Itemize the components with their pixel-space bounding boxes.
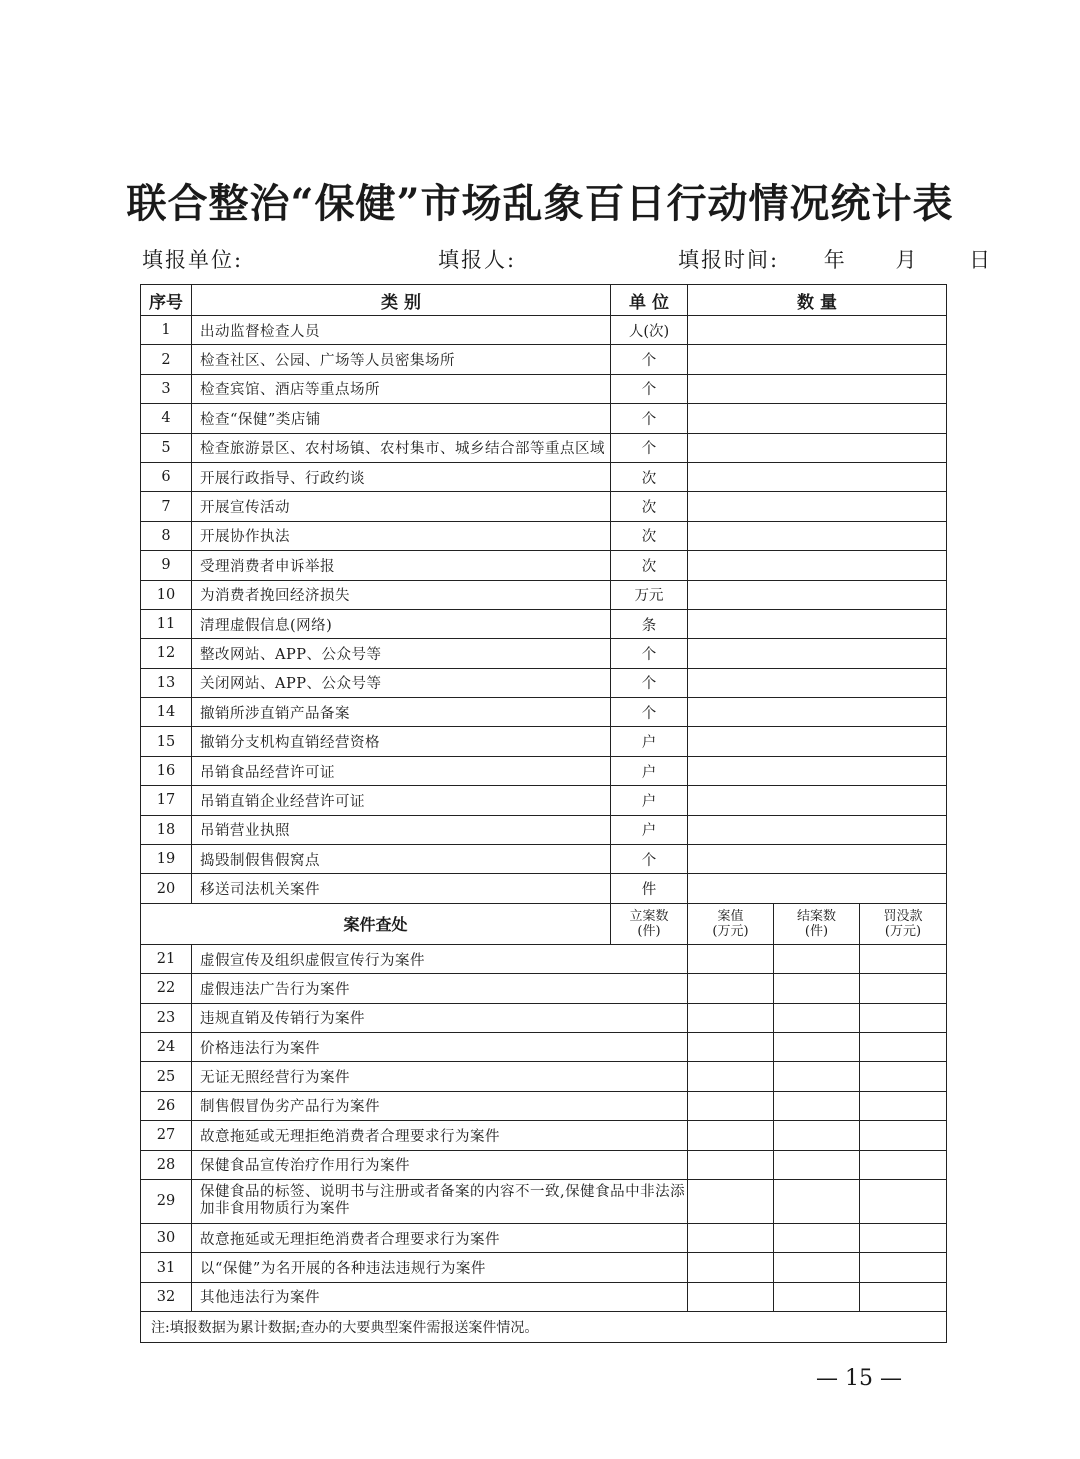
row-category: 违规直销及传销行为案件 [192,1003,688,1032]
row-no: 1 [141,316,192,345]
row-category: 吊销食品经营许可证 [192,756,611,785]
row-quantity-cell[interactable] [688,609,947,638]
row-unit: 次 [611,492,688,521]
row-no: 6 [141,462,192,491]
row-quantity-cell[interactable] [688,756,947,785]
fill-time-line [678,244,1008,274]
table-row [141,874,947,903]
row-no: 4 [141,404,192,433]
row-unit: 个 [611,698,688,727]
row-unit: 件 [611,874,688,903]
row-quantity-cell[interactable] [688,374,947,403]
row-category: 撤销分支机构直销经营资格 [192,727,611,756]
header-unit: 单 位 [611,285,688,316]
row-quantity-cell[interactable] [688,345,947,374]
table-row [141,404,947,433]
row-unit: 次 [611,462,688,491]
cell-filed[interactable] [688,944,774,973]
table-row [141,492,947,521]
row-category: 虚假违法广告行为案件 [192,974,688,1003]
table-row [141,1003,947,1032]
table-row [141,551,947,580]
cell-closed[interactable] [860,1179,947,1223]
table-row [141,698,947,727]
row-unit: 个 [611,639,688,668]
cell-filed[interactable] [688,1032,774,1061]
cell-filed[interactable] [688,1121,774,1150]
cell-value[interactable] [774,944,860,973]
row-quantity-cell[interactable] [688,698,947,727]
row-unit: 人(次) [611,316,688,345]
table-note: 注:填报数据为累计数据;查办的大要典型案件需报送案件情况。 [141,1312,947,1343]
row-quantity-cell[interactable] [688,316,947,345]
table-row [141,756,947,785]
cell-value[interactable] [774,1121,860,1150]
table-row [141,521,947,550]
cell-closed[interactable] [860,1121,947,1150]
row-category: 为消费者挽回经济损失 [192,580,611,609]
row-no: 17 [141,786,192,815]
cell-value[interactable] [774,1003,860,1032]
table-row [141,1282,947,1311]
table-row [141,1032,947,1061]
row-category: 检查社区、公园、广场等人员密集场所 [192,345,611,374]
row-no: 11 [141,609,192,638]
row-no: 22 [141,974,192,1003]
cell-value[interactable] [774,1062,860,1091]
row-quantity-cell[interactable] [688,786,947,815]
fill-person-label: 填报人: [438,248,517,272]
row-unit: 个 [611,404,688,433]
row-category: 故意拖延或无理拒绝消费者合理要求行为案件 [192,1121,688,1150]
row-quantity-cell[interactable] [688,580,947,609]
cell-value[interactable] [774,1253,860,1282]
cell-closed[interactable] [860,944,947,973]
row-no: 28 [141,1150,192,1179]
cell-closed[interactable] [860,1032,947,1061]
row-no: 29 [141,1179,192,1223]
row-no: 10 [141,580,192,609]
row-category: 其他违法行为案件 [192,1282,688,1311]
table-row [141,727,947,756]
table-row [141,580,947,609]
fill-year-label: 年 [823,248,847,272]
row-category: 清理虚假信息(网络) [192,609,611,638]
cell-closed[interactable] [860,1223,947,1252]
row-category: 开展宣传活动 [192,492,611,521]
table-row [141,1179,947,1223]
table-row [141,639,947,668]
table-row [141,845,947,874]
table-row [141,974,947,1003]
case-col-value: 案值 (万元) [688,903,774,944]
row-category: 吊销营业执照 [192,815,611,844]
row-quantity-cell[interactable] [688,521,947,550]
statistics-table [140,284,947,1343]
row-no: 18 [141,815,192,844]
cell-value[interactable] [774,1150,860,1179]
row-unit: 条 [611,609,688,638]
row-category: 保健食品的标签、说明书与注册或者备案的内容不一致,保健食品中非法添加非食用物质行为案件 [192,1179,688,1223]
row-unit: 户 [611,727,688,756]
cell-filed[interactable] [688,1223,774,1252]
row-category: 撤销所涉直销产品备案 [192,698,611,727]
cell-closed[interactable] [860,1253,947,1282]
row-no: 23 [141,1003,192,1032]
row-quantity-cell[interactable] [688,462,947,491]
activity-rows [141,316,947,904]
case-section-title: 案件查处 [141,903,611,944]
row-no: 13 [141,668,192,697]
row-no: 12 [141,639,192,668]
fill-unit-label: 填报单位: [142,248,244,272]
row-category: 以“保健”为名开展的各种违法违规行为案件 [192,1253,688,1282]
row-no: 7 [141,492,192,521]
table-row [141,1253,947,1282]
row-no: 14 [141,698,192,727]
row-category: 开展协作执法 [192,521,611,550]
row-no: 30 [141,1223,192,1252]
table-row [141,815,947,844]
row-no: 8 [141,521,192,550]
row-no: 27 [141,1121,192,1150]
document-title: 联合整治“保健”市场乱象百日行动情况统计表 [126,180,954,227]
fill-month-label: 月 [895,248,919,272]
fill-time-label: 填报时间: [678,248,780,272]
cell-value[interactable] [774,1091,860,1120]
row-category: 检查旅游景区、农村场镇、农村集市、城乡结合部等重点区域 [192,433,611,462]
row-category: 检查宾馆、酒店等重点场所 [192,374,611,403]
row-category: 捣毁制假售假窝点 [192,845,611,874]
case-col-fine: 罚没款 (万元) [860,903,947,944]
row-quantity-cell[interactable] [688,639,947,668]
cell-filed[interactable] [688,974,774,1003]
row-quantity-cell[interactable] [688,727,947,756]
table-row [141,345,947,374]
table-row [141,462,947,491]
row-quantity-cell[interactable] [688,404,947,433]
row-unit: 个 [611,374,688,403]
row-no: 9 [141,551,192,580]
row-quantity-cell[interactable] [688,668,947,697]
cell-closed[interactable] [860,1150,947,1179]
row-no: 31 [141,1253,192,1282]
cell-value[interactable] [774,1032,860,1061]
row-category: 受理消费者申诉举报 [192,551,611,580]
row-category: 制售假冒伪劣产品行为案件 [192,1091,688,1120]
cell-closed[interactable] [860,1062,947,1091]
row-unit: 户 [611,756,688,785]
row-no: 5 [141,433,192,462]
row-unit: 户 [611,786,688,815]
row-no: 19 [141,845,192,874]
cell-filed[interactable] [688,1091,774,1120]
cell-filed[interactable] [688,1150,774,1179]
row-no: 21 [141,944,192,973]
row-no: 15 [141,727,192,756]
table-row [141,1223,947,1252]
row-no: 3 [141,374,192,403]
case-section-header [141,903,947,944]
table-row [141,316,947,345]
table-row [141,1091,947,1120]
row-category: 吊销直销企业经营许可证 [192,786,611,815]
row-category: 移送司法机关案件 [192,874,611,903]
table-row [141,609,947,638]
table-row [141,433,947,462]
row-unit: 个 [611,668,688,697]
row-category: 开展行政指导、行政约谈 [192,462,611,491]
row-no: 2 [141,345,192,374]
row-unit: 个 [611,345,688,374]
table-row [141,944,947,973]
table-row [141,786,947,815]
cell-filed[interactable] [688,1253,774,1282]
header-no: 序号 [141,285,192,316]
row-quantity-cell[interactable] [688,551,947,580]
header-quantity: 数 量 [688,285,947,316]
cell-value[interactable] [774,1179,860,1223]
page-number: — 15 — [816,1366,902,1391]
cell-value[interactable] [774,974,860,1003]
cell-closed[interactable] [860,974,947,1003]
row-quantity-cell[interactable] [688,845,947,874]
row-no: 20 [141,874,192,903]
table-row [141,1121,947,1150]
row-category: 关闭网站、APP、公众号等 [192,668,611,697]
row-unit: 万元 [611,580,688,609]
case-col-closed: 结案数 (件) [774,903,860,944]
cell-filed[interactable] [688,1282,774,1311]
row-no: 32 [141,1282,192,1311]
cell-filed[interactable] [688,1179,774,1223]
fill-day-label: 日 [969,248,993,272]
row-quantity-cell[interactable] [688,874,947,903]
row-category: 故意拖延或无理拒绝消费者合理要求行为案件 [192,1223,688,1252]
table-row [141,1062,947,1091]
row-category: 价格违法行为案件 [192,1032,688,1061]
row-unit: 次 [611,551,688,580]
row-quantity-cell[interactable] [688,433,947,462]
row-quantity-cell[interactable] [688,492,947,521]
row-category: 保健食品宣传治疗作用行为案件 [192,1150,688,1179]
row-unit: 次 [611,521,688,550]
table-row [141,1150,947,1179]
cell-filed[interactable] [688,1062,774,1091]
table-row [141,668,947,697]
row-category: 虚假宣传及组织虚假宣传行为案件 [192,944,688,973]
case-rows [141,944,947,1311]
row-no: 25 [141,1062,192,1091]
row-category: 检查“保健”类店铺 [192,404,611,433]
cell-value[interactable] [774,1223,860,1252]
row-category: 无证无照经营行为案件 [192,1062,688,1091]
table-row [141,374,947,403]
row-quantity-cell[interactable] [688,815,947,844]
cell-value[interactable] [774,1282,860,1311]
header-category: 类 别 [192,285,611,316]
row-no: 26 [141,1091,192,1120]
row-no: 16 [141,756,192,785]
cell-closed[interactable] [860,1091,947,1120]
row-category: 出动监督检查人员 [192,316,611,345]
cell-closed[interactable] [860,1282,947,1311]
case-col-filed: 立案数 (件) [611,903,688,944]
row-no: 24 [141,1032,192,1061]
cell-closed[interactable] [860,1003,947,1032]
row-unit: 户 [611,815,688,844]
row-unit: 个 [611,845,688,874]
row-category: 整改网站、APP、公众号等 [192,639,611,668]
cell-filed[interactable] [688,1003,774,1032]
row-unit: 个 [611,433,688,462]
